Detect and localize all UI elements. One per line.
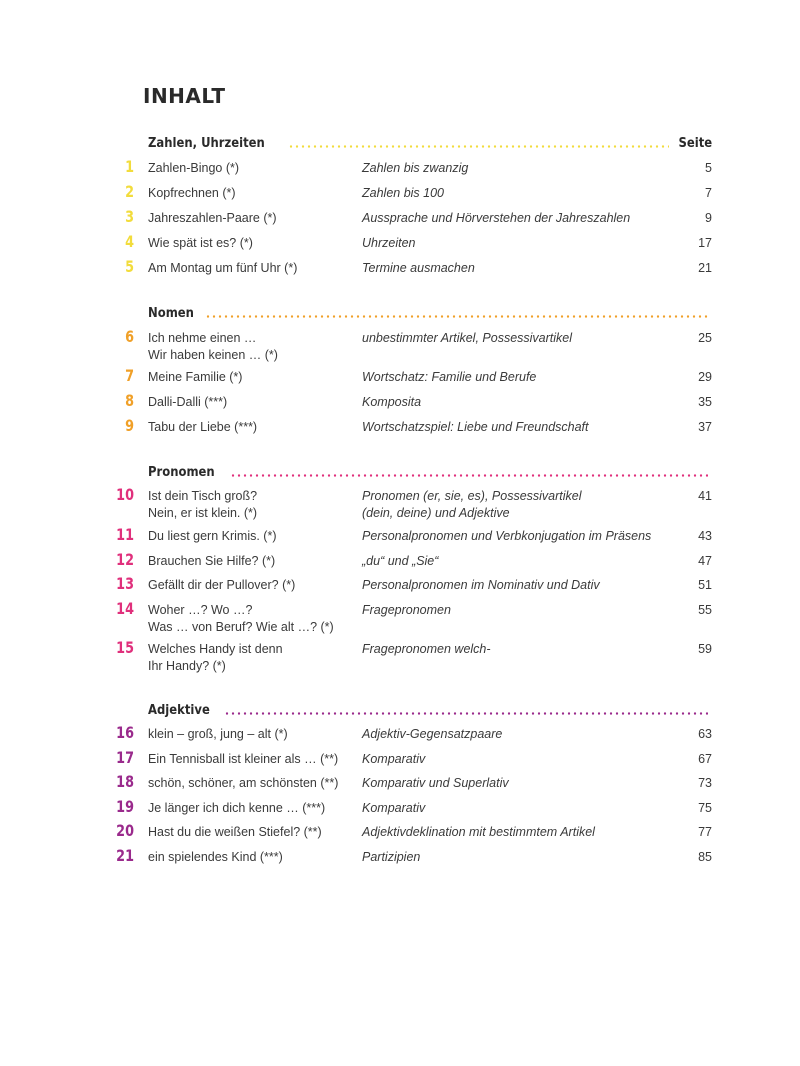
section-header: [148, 133, 712, 151]
entry-number: 2: [125, 182, 134, 201]
entry-title: Wie spät ist es? (*): [148, 236, 253, 250]
entry-topic: Fragepronomen: [362, 603, 451, 617]
entry-page: 67: [698, 752, 712, 766]
entry-page: 85: [698, 850, 712, 864]
entry-number: 8: [125, 391, 134, 410]
section-title: Adjektive: [148, 702, 210, 718]
section-title: Zahlen, Uhrzeiten: [148, 135, 265, 151]
entry-topic: Komparativ und Superlativ: [362, 776, 509, 790]
entry-page: 75: [698, 801, 712, 815]
entry-title: klein – groß, jung – alt (*): [148, 727, 288, 741]
section-title: Nomen: [148, 305, 194, 321]
entry-topic: Adjektiv-Gegensatzpaare: [362, 727, 503, 741]
entry-topic: Partizipien: [362, 850, 421, 864]
entry-title: Am Montag um fünf Uhr (*): [148, 261, 298, 275]
entry-number: 13: [116, 574, 134, 593]
entry-title: Hast du die weißen Stiefel? (**): [148, 825, 322, 839]
entry-title: Jahreszahlen-Paare (*): [148, 211, 277, 225]
entry-title: Welches Handy ist denn Ihr Handy? (*): [148, 642, 283, 673]
entry-page: 63: [698, 727, 712, 741]
entry-title: Ein Tennisball ist kleiner als … (**): [148, 752, 339, 766]
entry-number: 5: [125, 257, 134, 276]
entry-page: 29: [698, 370, 712, 384]
entry-title: Tabu der Liebe (***): [148, 420, 258, 434]
dotted-leader: [205, 315, 708, 318]
entry-topic: Wortschatzspiel: Liebe und Freundschaft: [362, 420, 589, 434]
entry-title: Ich nehme einen … Wir haben keinen … (*): [148, 331, 278, 362]
entry-number: 11: [116, 525, 134, 544]
entry-page: 25: [698, 331, 712, 345]
entry-topic: Adjektivdeklination mit bestimmtem Artikel: [362, 825, 595, 839]
entry-page: 47: [698, 554, 712, 568]
entry-number: 3: [125, 207, 134, 226]
section-title: Pronomen: [148, 464, 215, 480]
entry-number: 12: [116, 550, 134, 569]
entry-number: 15: [116, 638, 134, 657]
entry-number: 19: [116, 797, 134, 816]
entry-topic: Termine ausmachen: [362, 261, 475, 275]
entry-topic: Fragepronomen welch-: [362, 642, 491, 656]
dotted-leader: [230, 474, 708, 477]
entry-title: Woher …? Wo …? Was … von Beruf? Wie alt …? (*): [148, 603, 334, 634]
page-title: INHALT: [143, 84, 226, 108]
entry-number: 17: [116, 748, 134, 767]
entry-page: 17: [698, 236, 712, 250]
entry-page: 77: [698, 825, 712, 839]
entry-number: 1: [125, 157, 134, 176]
entry-page: 51: [698, 578, 712, 592]
entry-number: 7: [125, 366, 134, 385]
section-header: [148, 462, 712, 480]
entry-title: ein spielendes Kind (***): [148, 850, 283, 864]
entry-page: 59: [698, 642, 712, 656]
entry-page: 7: [705, 186, 712, 200]
entry-number: 4: [125, 232, 134, 251]
entry-title: Ist dein Tisch groß? Nein, er ist klein. (*): [148, 489, 258, 520]
entry-topic: unbestimmter Artikel, Possessivartikel: [362, 331, 573, 345]
entry-number: 20: [116, 821, 134, 840]
entry-number: 9: [125, 416, 134, 435]
entry-topic: Zahlen bis 100: [362, 186, 445, 200]
entry-topic: Zahlen bis zwanzig: [362, 161, 469, 175]
entry-title: Gefällt dir der Pullover? (*): [148, 578, 296, 592]
entry-page: 37: [698, 420, 712, 434]
entry-number: 21: [116, 846, 134, 865]
entry-number: 18: [116, 772, 134, 791]
entry-title: Dalli-Dalli (***): [148, 395, 228, 409]
entry-title: Du liest gern Krimis. (*): [148, 529, 277, 543]
entry-title: Je länger ich dich kenne … (***): [148, 801, 326, 815]
entry-number: 16: [116, 723, 134, 742]
entry-topic: Komposita: [362, 395, 422, 409]
entry-title: Zahlen-Bingo (*): [148, 161, 240, 175]
entry-title: schön, schöner, am schönsten (**): [148, 776, 339, 790]
page-column-header: Seite: [678, 135, 712, 151]
entry-number: 10: [116, 485, 134, 504]
entry-topic: Komparativ: [362, 801, 426, 815]
entry-page: 55: [698, 603, 712, 617]
entry-number: 6: [125, 327, 134, 346]
dotted-leader: [288, 145, 669, 148]
entry-page: 9: [705, 211, 712, 225]
entry-page: 21: [698, 261, 712, 275]
entry-page: 35: [698, 395, 712, 409]
entry-page: 73: [698, 776, 712, 790]
dotted-leader: [224, 712, 708, 715]
entry-topic: Personalpronomen und Verbkonjugation im Präsens: [362, 529, 652, 543]
entry-page: 5: [705, 161, 712, 175]
section-header: [148, 700, 712, 718]
entry-number: 14: [116, 599, 134, 618]
entry-title: Kopfrechnen (*): [148, 186, 236, 200]
section-header: [148, 303, 712, 321]
entry-topic: Pronomen (er, sie, es), Possessivartikel (dein, deine) und Adjektive: [362, 489, 582, 520]
entry-page: 43: [698, 529, 712, 543]
entry-topic: Wortschatz: Familie und Berufe: [362, 370, 537, 384]
entry-topic: Personalpronomen im Nominativ und Dativ: [362, 578, 600, 592]
entry-topic: „du“ und „Sie“: [362, 554, 439, 568]
entry-title: Meine Familie (*): [148, 370, 243, 384]
entry-topic: Komparativ: [362, 752, 426, 766]
entry-topic: Aussprache und Hörverstehen der Jahreszahlen: [362, 211, 631, 225]
entry-title: Brauchen Sie Hilfe? (*): [148, 554, 276, 568]
entry-page: 41: [698, 489, 712, 503]
entry-topic: Uhrzeiten: [362, 236, 416, 250]
